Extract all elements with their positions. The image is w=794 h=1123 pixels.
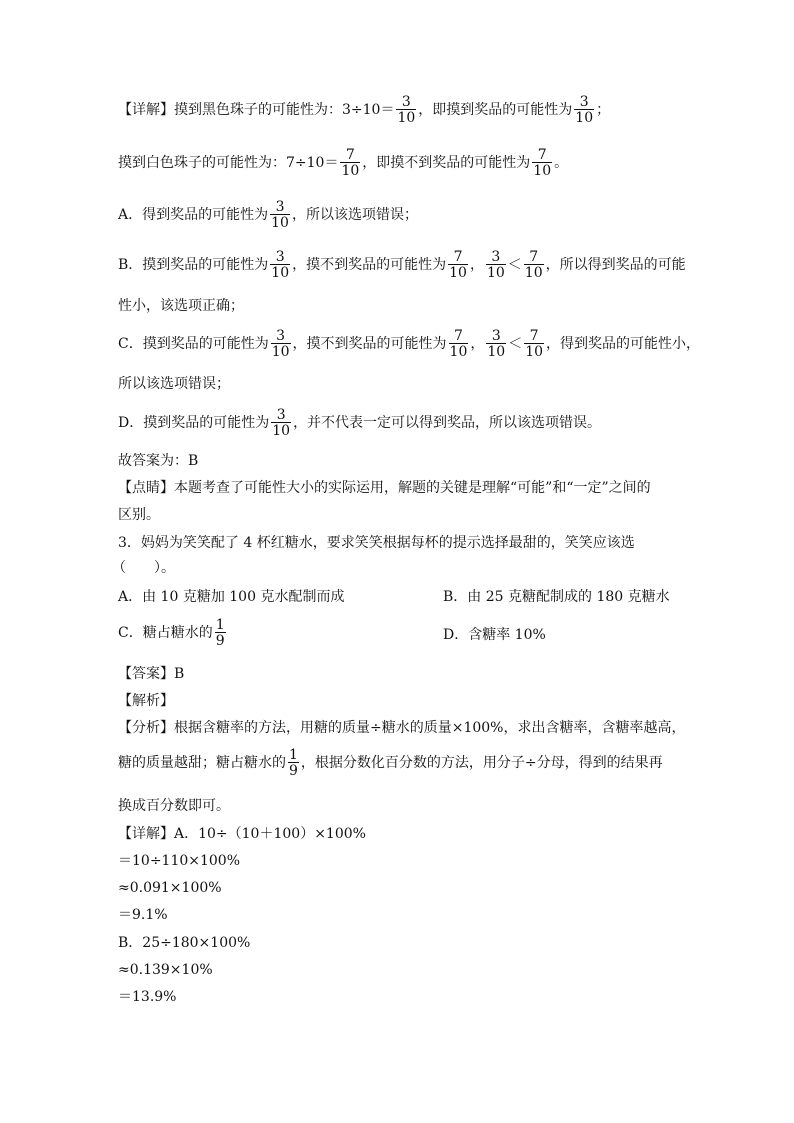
denominator: 10 [449,265,467,281]
text: 糖的质量越甜；糖占糖水的 [118,755,286,771]
calc-line: ＝10÷110×100% [118,853,241,869]
choice-b: B．由 25 克糖配制成的 180 克糖水 [443,589,670,605]
text: ； [596,102,611,118]
denominator: 10 [397,110,416,126]
numerator: 3 [401,94,411,110]
fraction [486,250,506,280]
calc-line: B．25÷180×100% [118,935,251,951]
calc-line: ≈0.091×100% [118,880,222,896]
denominator: 10 [575,110,594,126]
fraction [270,200,290,230]
text: C．糖占糖水的 [118,625,213,641]
text: ， [470,336,485,352]
question-3-stem: 3．妈妈为笑笑配了 4 杯红糖水，要求笑笑根据每杯的提示选择最甜的，笑笑应该选 [118,535,635,551]
less-than-sign: ＜ [508,336,523,352]
choice-c [118,618,228,648]
text: ，即摸到奖品的可能性为 [418,102,573,118]
option-c-explanation-cont [118,376,230,392]
fraction [524,329,544,359]
fraction [270,250,290,280]
numerator: 7 [529,249,539,265]
analysis-line-3: 换成百分数即可。 [118,798,230,814]
numerator: 1 [215,617,225,633]
choice-d: D．含糖率 10% [443,627,546,643]
denominator: 10 [487,344,506,360]
text: 性小，该选项正确； [118,298,244,314]
text: ，摸不到奖品的可能性为 [292,257,447,273]
numerator: 3 [491,249,501,265]
numerator: 7 [454,328,463,344]
numerator: 3 [275,249,285,265]
analysis-line-2 [118,748,663,778]
denominator: 9 [215,633,225,649]
detail-label: 【详解】 [118,102,174,118]
denominator: 10 [525,344,544,360]
fraction [271,329,291,359]
text: 摸到黑色珠子的可能性为：3÷10＝ [174,102,395,118]
text: ，所以得到奖品的可能 [545,257,686,273]
denominator: 10 [533,163,552,179]
numerator: 3 [275,199,285,215]
answer-1: 故答案为：B [118,453,199,469]
numerator: 3 [276,328,286,344]
fraction [448,250,468,280]
text: ，根据分数化百分数的方法，用分子÷分母，得到的结果再 [300,755,663,771]
text: 。 [554,155,569,171]
comment-line-2: 区别。 [118,507,160,523]
denominator: 9 [289,763,298,779]
calc-line: 【详解】A．10÷（10＋100）×100% [118,826,366,842]
fraction [449,329,469,359]
text: D．摸到奖品的可能性为 [118,415,270,431]
detail-line-2 [118,148,568,178]
less-than-sign: ＜ [507,257,522,273]
numerator: 3 [579,94,589,110]
fraction [532,148,552,178]
fraction [288,748,299,778]
text: C．摸到奖品的可能性为 [118,336,269,352]
numerator: 7 [529,328,539,344]
analysis-line-1: 【分析】根据含糖率的方法，用糖的质量÷糖水的质量×100%，求出含糖率，含糖率越高， [118,720,686,736]
denominator: 10 [272,423,291,439]
fraction [396,95,416,125]
question-3-blank: （ ）。 [112,560,175,576]
denominator: 10 [524,265,543,281]
fraction [340,148,360,178]
analysis-label: 【解析】 [118,693,174,709]
option-b-explanation [118,250,686,280]
fraction [524,250,544,280]
option-d-explanation [118,408,601,438]
option-a-explanation [118,200,418,230]
fraction [271,408,291,438]
text: ，即摸不到奖品的可能性为 [362,155,531,171]
text: ，得到奖品的可能性小， [546,336,701,352]
comment-line-1: 【点睛】本题考查了可能性大小的实际运用，解题的关键是理解“可能”和“一定”之间的 [118,480,651,496]
numerator: 7 [537,147,547,163]
text: 所以该选项错误； [118,376,230,392]
calc-line: ≈0.139×10% [118,962,213,978]
text: ，摸不到奖品的可能性为 [292,336,447,352]
text: A．得到奖品的可能性为 [118,207,269,223]
numerator: 3 [491,328,501,344]
fraction [215,618,226,648]
text: B．摸到奖品的可能性为 [118,257,269,273]
denominator: 10 [341,163,360,179]
option-c-explanation [118,329,700,359]
calc-line: ＝9.1% [118,907,168,923]
fraction [574,95,594,125]
text: 摸到白色珠子的可能性为：7÷10＝ [118,155,339,171]
text: ，并不代表一定可以得到奖品，所以该选项错误。 [293,415,602,431]
detail-line-1 [118,95,610,125]
choice-a: A．由 10 克糖加 100 克水配制而成 [118,589,345,605]
fraction [486,329,506,359]
denominator: 10 [271,344,290,360]
denominator: 10 [486,265,505,281]
numerator: 1 [289,747,298,763]
numerator: 7 [453,249,463,265]
denominator: 10 [271,215,289,231]
answer-label: 【答案】B [118,666,185,682]
text: ， [469,257,484,273]
numerator: 7 [345,147,355,163]
denominator: 10 [271,265,290,281]
denominator: 10 [449,344,468,360]
option-b-explanation-cont [118,298,244,314]
text: ，所以该选项错误； [291,207,418,223]
numerator: 3 [276,407,286,423]
calc-line: ＝13.9% [118,989,177,1005]
